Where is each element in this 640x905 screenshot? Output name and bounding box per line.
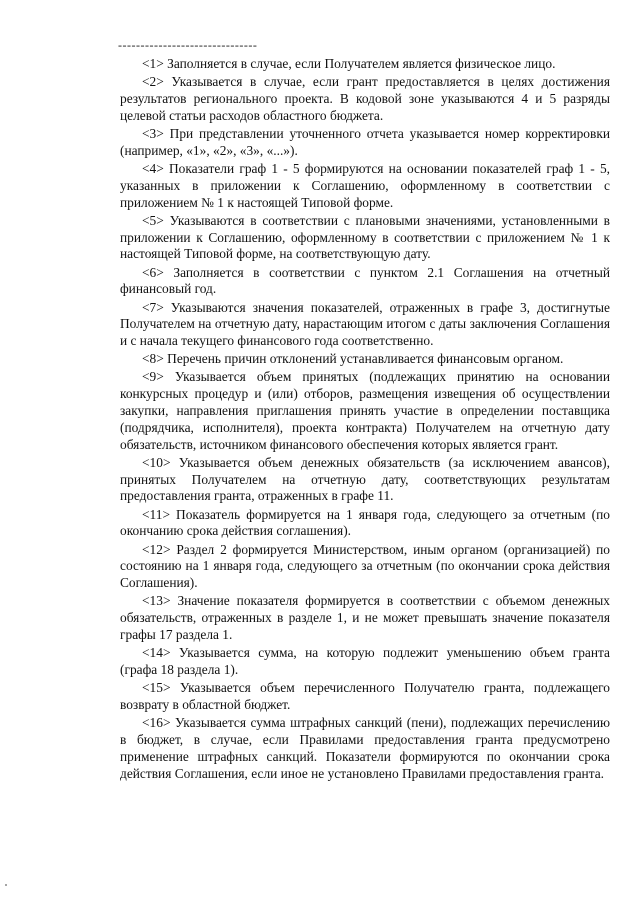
footnote-13: <13> Значение показателя формируется в соответствии с объемом денежных обязательств, отраженных в разделе 1, и не может превышать значение показателя графы 17 раздела 1. bbox=[120, 593, 610, 642]
footnote-8: <8> Перечень причин отклонений устанавливается финансовым органом. bbox=[142, 351, 564, 367]
footnote-11: <11> Показатель формируется на 1 января года, следующего за отчетным (по окончанию срока действия соглашения). bbox=[120, 506, 610, 539]
footnotes-block bbox=[120, 56, 610, 784]
footnote-16: <16> Указывается сумма штрафных санкций (пени), подлежащих перечислению в бюджет, в случае, если Правилами предоставления гранта предусмотрено применение штрафных санкций. Показатели формируются по окончании срока действия Соглашения, если иное не установлено Правилами предоставления гранта. bbox=[120, 715, 610, 781]
footnote-1: <1> Заполняется в случае, если Получателем является физическое лицо. bbox=[142, 56, 556, 71]
footnote-7: <7> Указываются значения показателей, отраженных в графе 3, достигнутые Получателем на отчетную дату, нарастающим итогом с даты заключения Соглашения и с начала текущего финансового года соответственно. bbox=[120, 299, 610, 349]
footnote-12: <12> Раздел 2 формируется Министерством, иным органом (организацией) по состоянию на 1 января года, следующего за отчетным (по окончании срока действия Соглашения). bbox=[120, 541, 610, 591]
footnote-10: <10> Указывается объем денежных обязательств (за исключением авансов), принятых Получателем на отчетную дату, соответствующих результатам предоставления гранта, отраженных в графе 11. bbox=[120, 454, 610, 504]
footnote-4: <4> Показатели граф 1 - 5 формируются на основании показателей граф 1 - 5, указанных в приложении к Соглашению, оформленному в соответствии с приложением № 1 к настоящей Типовой форме. bbox=[120, 160, 610, 210]
footnote-14: <14> Указывается сумма, на которую подлежит уменьшению объем гранта (графа 18 раздела 1). bbox=[120, 645, 610, 677]
footnote-15: <15> Указывается объем перечисленного Получателю гранта, подлежащего возврату в областной бюджет. bbox=[120, 680, 610, 712]
footnote-separator: ------------------------------- bbox=[118, 38, 258, 52]
footnote-3: <3> При представлении уточненного отчета указывается номер корректировки (например, «1», «2», «3», «...»). bbox=[120, 125, 610, 158]
footnote-9: <9> Указывается объем принятых (подлежащих принятию на основании конкурсных процедур и (или) отборов, размещения извещения об осуществлении закупки, направления приглашения принять участие в определении поставщика (подрядчика, исполнителя), проекта контракта) Получателем на отчетную дату обязательств, источником финансового обеспечения которых является грант. bbox=[120, 369, 610, 452]
footnote-6: <6> Заполняется в соответствии с пунктом 2.1 Соглашения на отчетный финансовый год. bbox=[120, 264, 610, 297]
scan-speck bbox=[5, 884, 7, 886]
footnote-2: <2> Указывается в случае, если грант предоставляется в целях достижения результатов регионального проекта. В кодовой зоне указываются 4 и 5 разряды целевой статьи расходов областного бюджета. bbox=[120, 74, 610, 123]
footnote-5: <5> Указываются в соответствии с плановыми значениями, установленными в приложении к Соглашению, оформленному в соответствии с приложением № 1 к настоящей Типовой форме, на соответствующую дату. bbox=[120, 212, 610, 262]
